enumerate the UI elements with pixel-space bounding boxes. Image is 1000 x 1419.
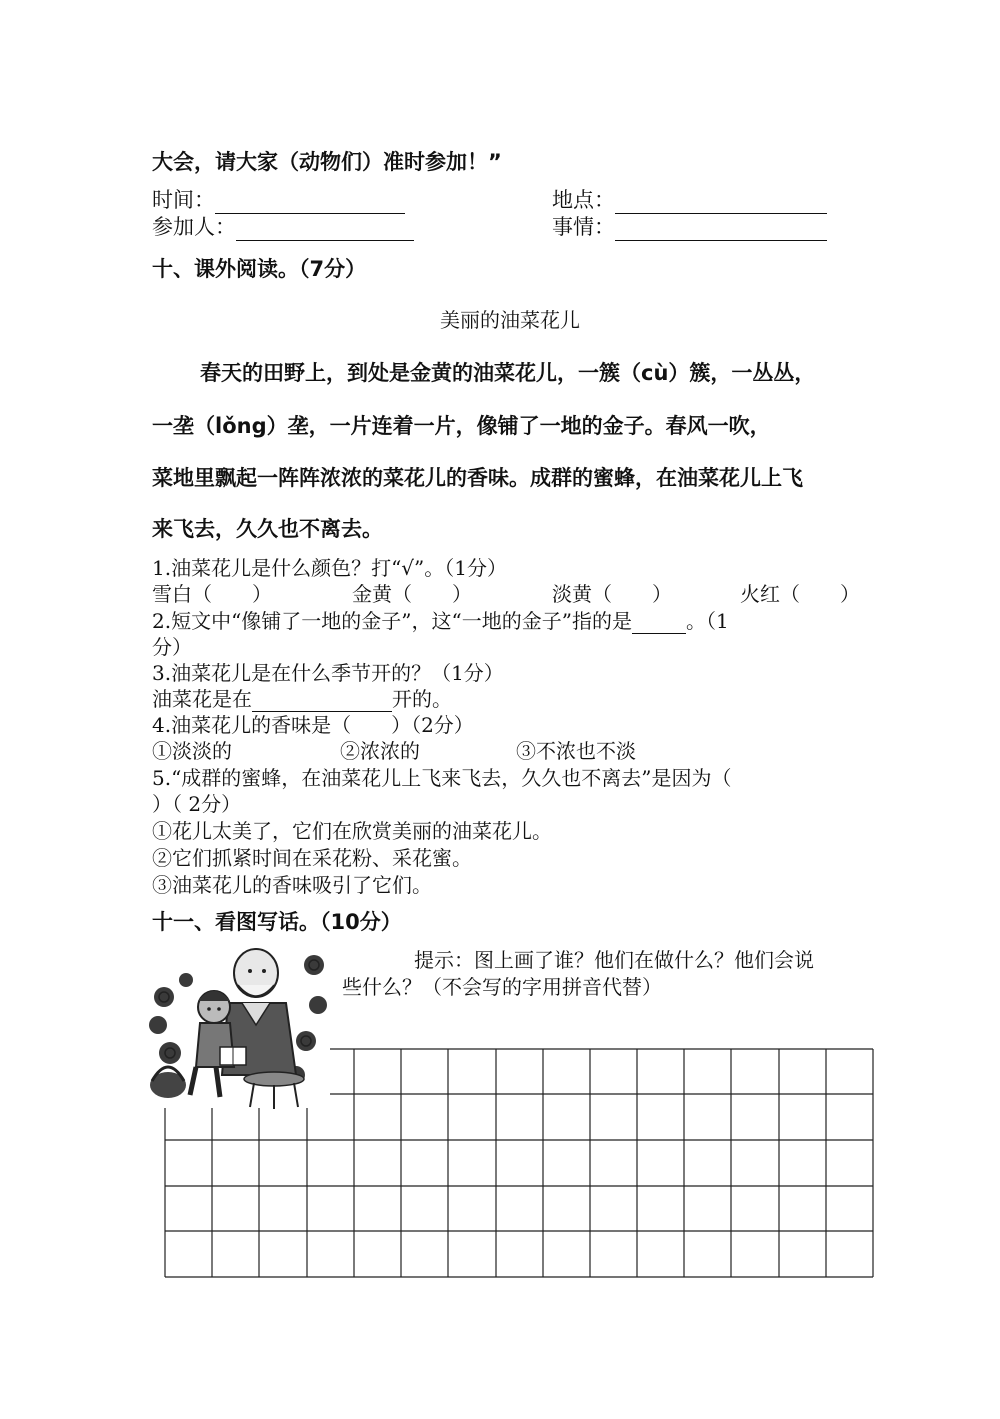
q3-answer-before: 油菜花是在 [152,687,252,711]
q4-option-1[interactable]: ①淡淡的 [152,739,232,763]
q5-option-3[interactable]: ③油菜花儿的香味吸引了它们。 [152,873,432,897]
q2-text: 2.短文中“像铺了一地的金子”，这“一地的金子”指的是 [152,609,632,633]
q4-option-2[interactable]: ②浓浓的 [340,739,420,763]
notice-end-text: 大会，请大家（动物们）准时参加！” [152,150,502,174]
passage-title: 美丽的油菜花儿 [440,308,580,332]
writing-hint-line-1: 提示：图上画了谁？他们在做什么？他们会说 [414,948,814,972]
q3-text: 3.油菜花儿是在什么季节开的？（1分） [152,661,504,685]
passage-line-1: 春天的田野上，到处是金黄的油菜花儿，一簇（cù）簇，一丛丛， [200,361,816,385]
passage-line-3: 菜地里飘起一阵阵浓浓的菜花儿的香味。成群的蜜蜂，在油菜花儿上飞 [152,466,803,490]
q5-line-1: 5.“成群的蜜蜂，在油菜花儿上飞来飞去，久久也不离去”是因为（ [152,766,732,790]
q2-score: 。（1 [685,609,729,633]
q5-line-2: ）（ 2分） [152,792,242,816]
q1-option-3[interactable]: 淡黄（ ） [552,582,672,606]
q4-text: 4.油菜花儿的香味是（ ）（2分） [152,713,474,737]
q5-option-2[interactable]: ②它们抓紧时间在采花粉、采花蜜。 [152,846,472,870]
passage-line-2: 一垄（lǒng）垄，一片连着一片，像铺了一地的金子。春风一吹， [152,414,771,438]
q3-answer-after: 开的。 [392,687,452,711]
q2-line-2: 分） [152,635,192,659]
matter-label: 事情： [552,215,615,239]
time-label: 时间： [152,188,215,212]
q1-option-2[interactable]: 金黄（ ） [352,582,472,606]
q4-option-3[interactable]: ③不浓也不淡 [516,739,636,763]
q1-option-1[interactable]: 雪白（ ） [152,582,272,606]
place-label: 地点： [552,188,615,212]
q5-option-1[interactable]: ①花儿太美了，它们在欣赏美丽的油菜花儿。 [152,819,552,843]
q1-text: 1.油菜花儿是什么颜色？打“√”。（1分） [152,556,507,580]
passage-line-4: 来飞去，久久也不离去。 [152,517,383,541]
writing-hint-line-2: 些什么？（不会写的字用拼音代替） [342,975,662,999]
q1-option-4[interactable]: 火红（ ） [740,582,860,606]
section11-heading: 十一、看图写话。（10分） [152,910,402,934]
participants-label: 参加人： [152,215,236,239]
section10-heading: 十、课外阅读。（7分） [152,257,367,281]
